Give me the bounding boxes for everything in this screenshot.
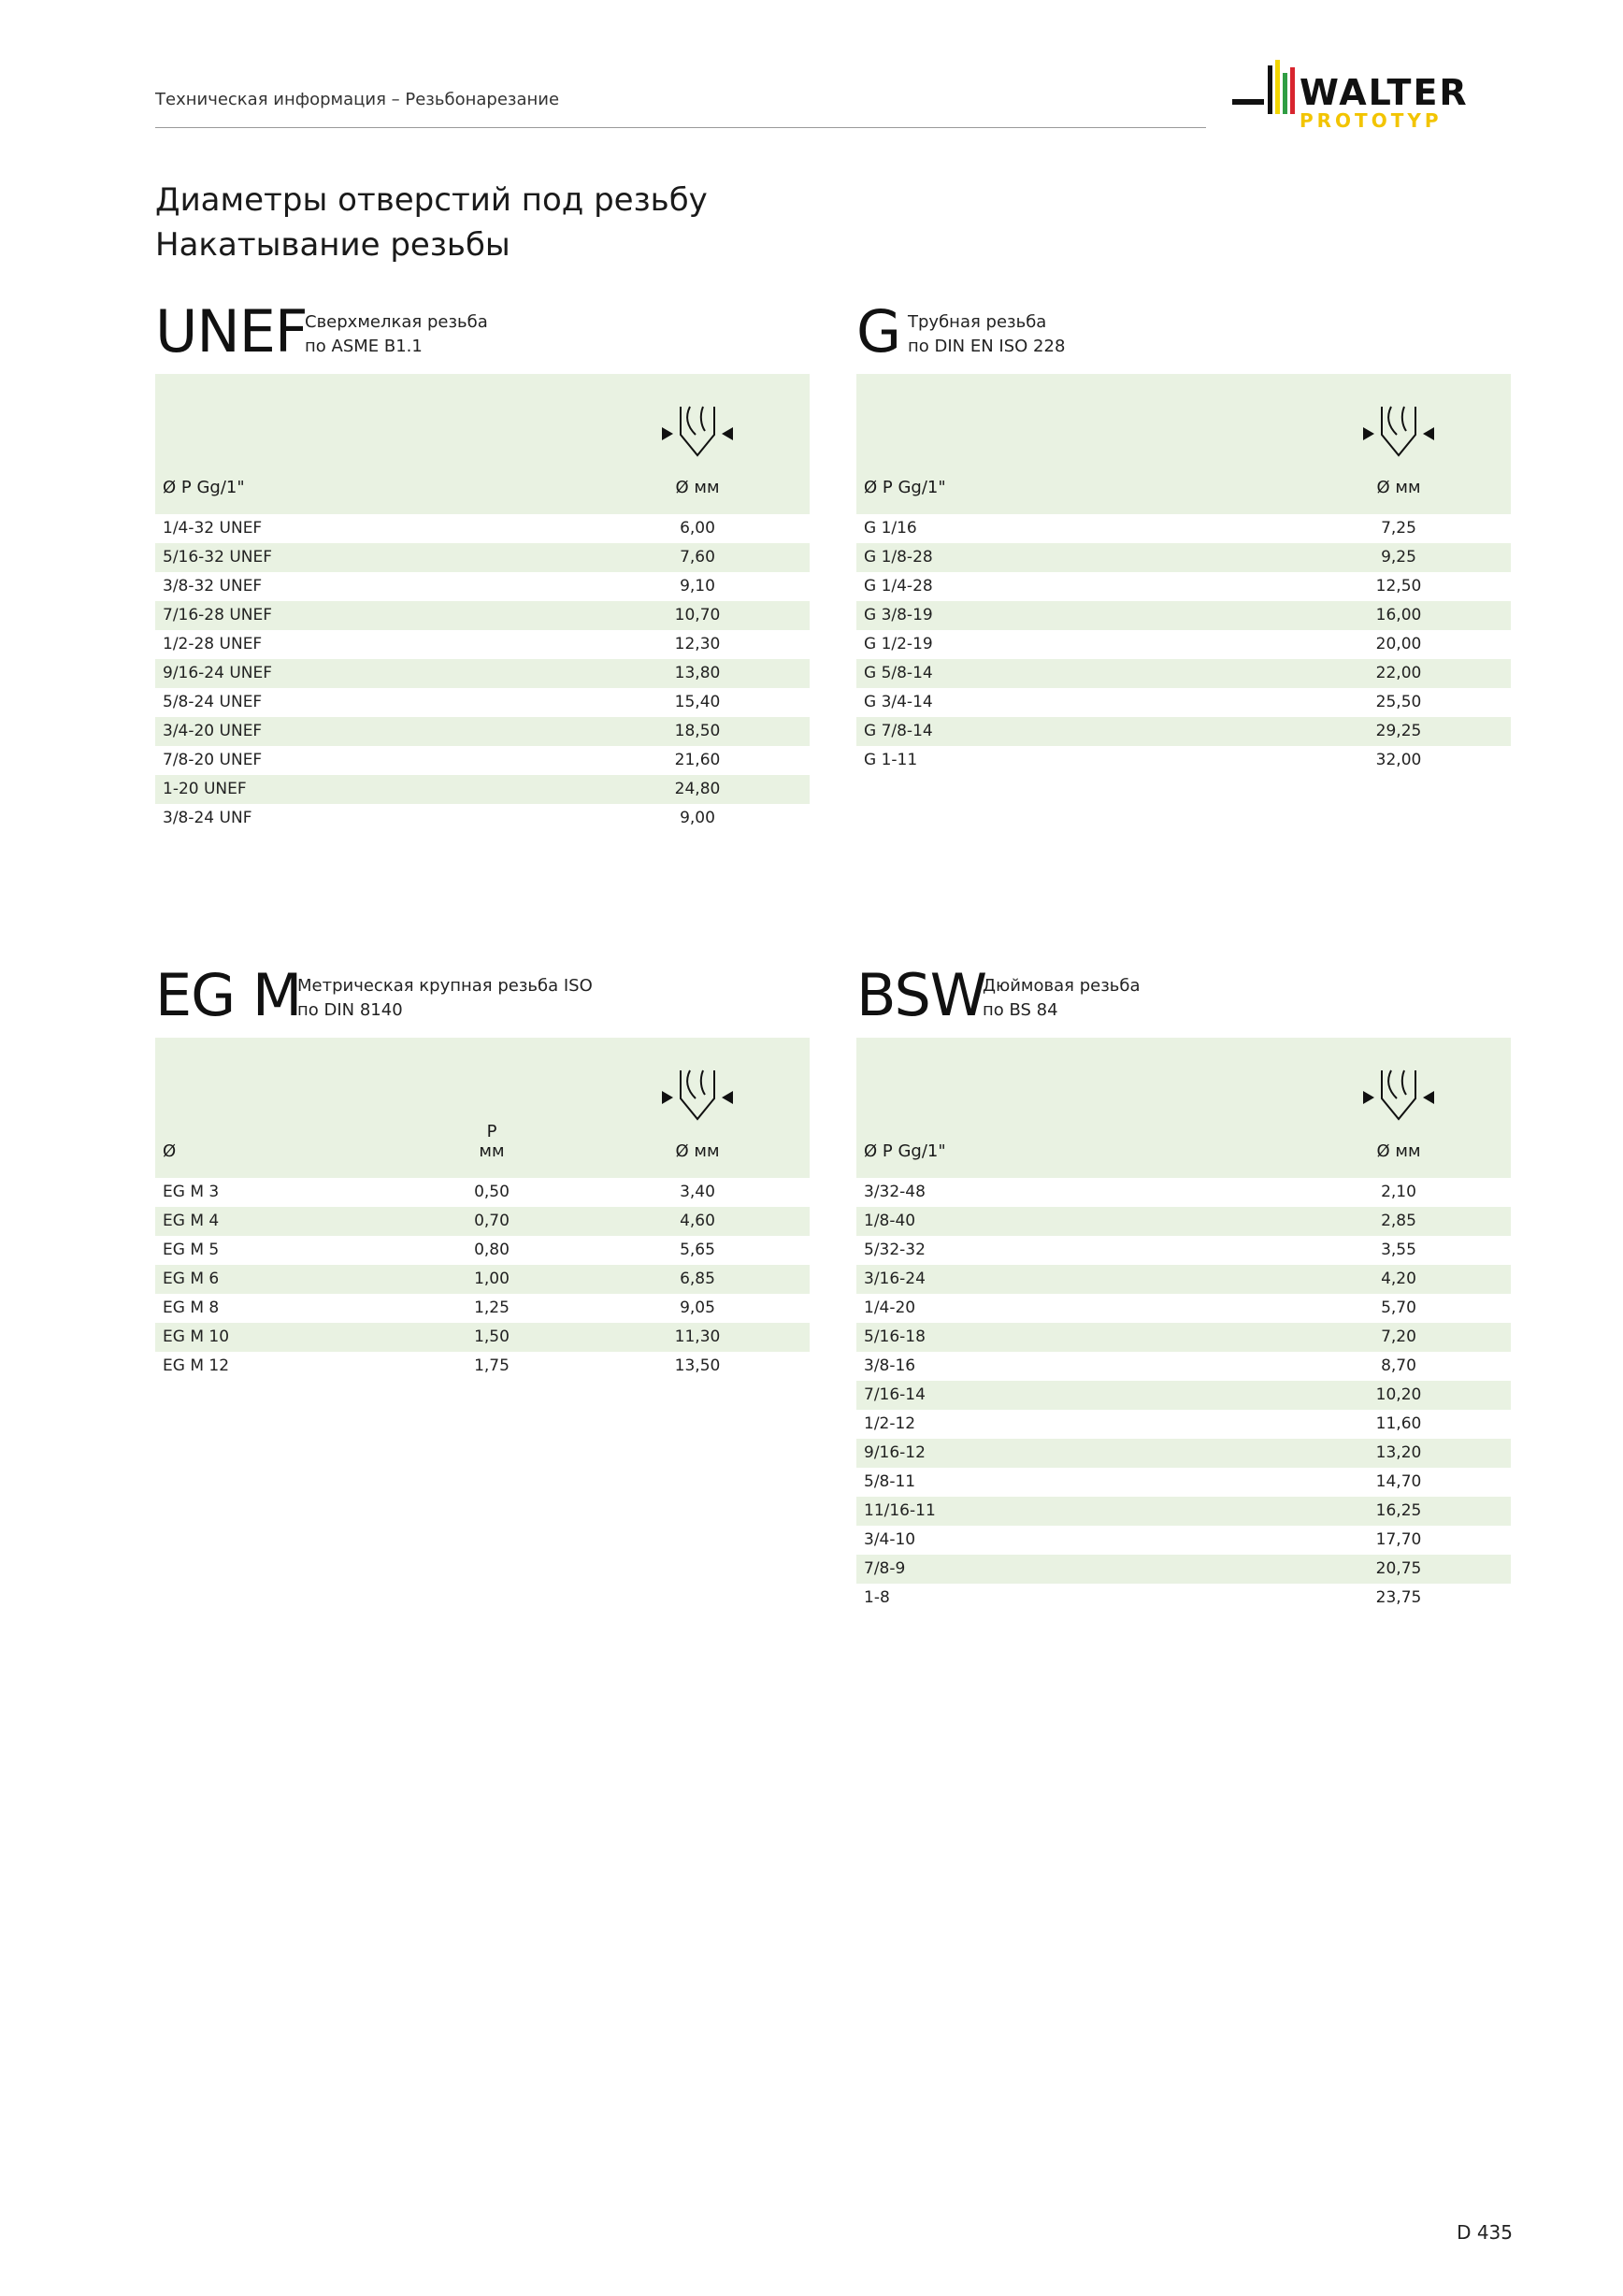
description-line-2: по BS 84	[983, 1000, 1058, 1020]
logo-subline: PROTOTYP	[1300, 109, 1443, 132]
value-cell: 11,30	[674, 1327, 721, 1346]
table-row	[856, 1178, 1511, 1207]
thread-designation-cell: 9/16-24 UNEF	[163, 664, 273, 682]
value-cell: 17,70	[1375, 1530, 1422, 1549]
thread-designation-cell: 5/32-32	[864, 1241, 926, 1259]
section-code: G	[856, 297, 901, 366]
table-row	[856, 1265, 1511, 1294]
col-header-diameter: Ø мм	[1286, 1038, 1511, 1178]
table-row	[155, 804, 810, 833]
value-cell: 6,00	[680, 519, 715, 538]
thread-designation-cell: 1/4-20	[864, 1299, 916, 1317]
section-description	[983, 974, 1141, 1023]
table-row	[155, 717, 810, 746]
table-row	[856, 1294, 1511, 1323]
walter-prototyp-logo	[1232, 60, 1513, 135]
value-cell: 0,70	[474, 1212, 510, 1230]
col-header-pitch: P мм	[479, 1122, 505, 1161]
drill-tip-icon	[660, 403, 735, 465]
value-cell: 14,70	[1375, 1472, 1422, 1491]
drill-tip-icon	[660, 1067, 735, 1128]
thread-designation-cell: EG M 5	[163, 1241, 220, 1259]
value-cell: 16,25	[1375, 1501, 1422, 1520]
table-row	[856, 543, 1511, 572]
col-header-diameter: Ø мм	[1286, 374, 1511, 514]
thread-designation-cell: 1-8	[864, 1588, 890, 1607]
table-row	[155, 1352, 810, 1381]
value-cell: 7,25	[1381, 519, 1416, 538]
table-row	[856, 1323, 1511, 1352]
section-code: BSW	[856, 961, 987, 1029]
thread-designation-cell: 11/16-11	[864, 1501, 936, 1520]
thread-designation-cell: 3/8-24 UNF	[163, 809, 252, 827]
section-description	[297, 974, 593, 1023]
description-line-1: Метрическая крупная резьба ISO	[297, 976, 593, 996]
table-row	[155, 659, 810, 688]
thread-designation-cell: 3/8-16	[864, 1356, 916, 1375]
value-cell: 8,70	[1381, 1356, 1416, 1375]
value-cell: 5,70	[1381, 1299, 1416, 1317]
thread-designation-cell: 7/8-20 UNEF	[163, 751, 263, 769]
thread-designation-cell: EG M 10	[163, 1327, 230, 1346]
value-cell: 3,55	[1381, 1241, 1416, 1259]
thread-designation-cell: G 7/8-14	[864, 722, 933, 740]
thread-designation-cell: 1/4-32 UNEF	[163, 519, 263, 538]
section-egm	[155, 963, 810, 1381]
thread-designation-cell: 3/32-48	[864, 1183, 926, 1201]
value-cell: 2,10	[1381, 1183, 1416, 1201]
drill-tip-icon	[1361, 403, 1436, 465]
description-line-1: Трубная резьба	[908, 312, 1047, 332]
thread-designation-cell: G 3/4-14	[864, 693, 933, 711]
value-cell: 0,50	[474, 1183, 510, 1201]
title-line-2: Накатывание резьбы	[155, 226, 510, 264]
table-row	[856, 1236, 1511, 1265]
thread-designation-cell: G 1/8-28	[864, 548, 933, 567]
thread-designation-cell: 3/4-20 UNEF	[163, 722, 263, 740]
col-header-thread: Ø P Gg/1"	[163, 478, 245, 497]
thread-designation-cell: 7/16-14	[864, 1385, 926, 1404]
thread-designation-cell: G 1/2-19	[864, 635, 933, 653]
table-row	[155, 1294, 810, 1323]
table-row	[155, 514, 810, 543]
table-row	[856, 1584, 1511, 1613]
logo-wordmark: WALTER	[1300, 72, 1469, 113]
table-row	[155, 630, 810, 659]
thread-designation-cell: 1/2-12	[864, 1414, 916, 1433]
table-row	[856, 630, 1511, 659]
value-cell: 9,00	[680, 809, 715, 827]
value-cell: 6,85	[680, 1270, 715, 1288]
thread-designation-cell: 5/16-18	[864, 1327, 926, 1346]
value-cell: 2,85	[1381, 1212, 1416, 1230]
table-row	[155, 543, 810, 572]
value-cell: 18,50	[674, 722, 721, 740]
value-cell: 9,25	[1381, 548, 1416, 567]
value-cell: 23,75	[1375, 1588, 1422, 1607]
section-bsw	[856, 963, 1511, 1613]
value-cell: 7,20	[1381, 1327, 1416, 1346]
table-row	[856, 1352, 1511, 1381]
value-cell: 32,00	[1375, 751, 1422, 769]
value-cell: 15,40	[674, 693, 721, 711]
thread-designation-cell: 7/16-28 UNEF	[163, 606, 273, 624]
thread-designation-cell: 7/8-9	[864, 1559, 906, 1578]
table-row	[856, 659, 1511, 688]
value-cell: 12,30	[674, 635, 721, 653]
table-row	[856, 1207, 1511, 1236]
value-cell: 11,60	[1375, 1414, 1422, 1433]
description-line-1: Сверхмелкая резьба	[305, 312, 488, 332]
table-row	[155, 775, 810, 804]
description-line-2: по DIN 8140	[297, 1000, 403, 1020]
col-header-thread: Ø P Gg/1"	[864, 1141, 946, 1161]
table-row	[155, 601, 810, 630]
thread-designation-cell: G 1/16	[864, 519, 917, 538]
value-cell: 1,50	[474, 1327, 510, 1346]
table-row	[155, 572, 810, 601]
value-cell: 24,80	[674, 780, 721, 798]
table-row	[856, 688, 1511, 717]
value-cell: 9,05	[680, 1299, 715, 1317]
thread-designation-cell: G 1/4-28	[864, 577, 933, 596]
table-row	[856, 601, 1511, 630]
table-row	[155, 1207, 810, 1236]
thread-designation-cell: G 1-11	[864, 751, 918, 769]
value-cell: 3,40	[680, 1183, 715, 1201]
value-cell: 20,75	[1375, 1559, 1422, 1578]
thread-designation-cell: G 3/8-19	[864, 606, 933, 624]
col-header-diameter: Ø мм	[585, 1038, 810, 1178]
thread-designation-cell: EG M 8	[163, 1299, 220, 1317]
thread-designation-cell: 3/16-24	[864, 1270, 926, 1288]
section-code: EG M	[155, 961, 302, 1029]
table-row	[155, 746, 810, 775]
thread-designation-cell: 5/8-11	[864, 1472, 916, 1491]
egm-table	[155, 1038, 810, 1381]
thread-designation-cell: EG M 6	[163, 1270, 220, 1288]
thread-designation-cell: 1-20 UNEF	[163, 780, 247, 798]
table-row	[856, 717, 1511, 746]
value-cell: 20,00	[1375, 635, 1422, 653]
table-row	[856, 1439, 1511, 1468]
value-cell: 1,25	[474, 1299, 510, 1317]
value-cell: 22,00	[1375, 664, 1422, 682]
value-cell: 16,00	[1375, 606, 1422, 624]
section-unef	[155, 299, 810, 833]
thread-designation-cell: 1/2-28 UNEF	[163, 635, 263, 653]
value-cell: 1,75	[474, 1356, 510, 1375]
value-cell: 10,70	[674, 606, 721, 624]
thread-designation-cell: 5/16-32 UNEF	[163, 548, 273, 567]
table-row	[155, 1178, 810, 1207]
value-cell: 21,60	[674, 751, 721, 769]
thread-designation-cell: 1/8-40	[864, 1212, 916, 1230]
thread-designation-cell: EG M 4	[163, 1212, 220, 1230]
value-cell: 7,60	[680, 548, 715, 567]
description-line-2: по DIN EN ISO 228	[908, 337, 1066, 356]
section-g	[856, 299, 1511, 775]
table-row	[856, 514, 1511, 543]
value-cell: 4,20	[1381, 1270, 1416, 1288]
table-row	[856, 1468, 1511, 1497]
col-header-thread: Ø P Gg/1"	[864, 478, 946, 497]
breadcrumb: Техническая информация – Резьбонарезание	[155, 90, 560, 109]
table-row	[856, 1497, 1511, 1526]
section-description	[908, 310, 1065, 359]
table-row	[155, 1236, 810, 1265]
value-cell: 12,50	[1375, 577, 1422, 596]
table-row	[856, 572, 1511, 601]
thread-designation-cell: 3/8-32 UNEF	[163, 577, 263, 596]
walter-logo-icon	[1232, 60, 1513, 135]
thread-designation-cell: 9/16-12	[864, 1443, 926, 1462]
value-cell: 1,00	[474, 1270, 510, 1288]
description-line-2: по ASME B1.1	[305, 337, 423, 356]
table-row	[155, 1323, 810, 1352]
value-cell: 13,20	[1375, 1443, 1422, 1462]
description-line-1: Дюймовая резьба	[983, 976, 1141, 996]
value-cell: 9,10	[680, 577, 715, 596]
thread-designation-cell: EG M 12	[163, 1356, 230, 1375]
title-line-1: Диаметры отверстий под резьбу	[155, 181, 708, 219]
thread-designation-cell: G 5/8-14	[864, 664, 933, 682]
value-cell: 13,80	[674, 664, 721, 682]
thread-designation-cell: 5/8-24 UNEF	[163, 693, 263, 711]
value-cell: 4,60	[680, 1212, 715, 1230]
bsw-table	[856, 1038, 1511, 1613]
table-row	[856, 1381, 1511, 1410]
table-row	[856, 1410, 1511, 1439]
drill-tip-icon	[1361, 1067, 1436, 1128]
header-divider	[155, 127, 1206, 128]
table-row	[856, 746, 1511, 775]
col-header-diameter: Ø мм	[585, 374, 810, 514]
value-cell: 25,50	[1375, 693, 1422, 711]
table-row	[856, 1555, 1511, 1584]
value-cell: 5,65	[680, 1241, 715, 1259]
thread-designation-cell: 3/4-10	[864, 1530, 916, 1549]
section-code: UNEF	[155, 297, 308, 366]
table-row	[155, 1265, 810, 1294]
section-description	[305, 310, 488, 359]
table-row	[155, 688, 810, 717]
g-table	[856, 374, 1511, 775]
value-cell: 13,50	[674, 1356, 721, 1375]
unef-table	[155, 374, 810, 833]
thread-designation-cell: EG M 3	[163, 1183, 220, 1201]
page-number: D 435	[1457, 2221, 1513, 2244]
value-cell: 0,80	[474, 1241, 510, 1259]
value-cell: 10,20	[1375, 1385, 1422, 1404]
page-title	[155, 178, 708, 267]
col-header-thread: Ø	[163, 1141, 177, 1161]
table-row	[856, 1526, 1511, 1555]
value-cell: 29,25	[1375, 722, 1422, 740]
